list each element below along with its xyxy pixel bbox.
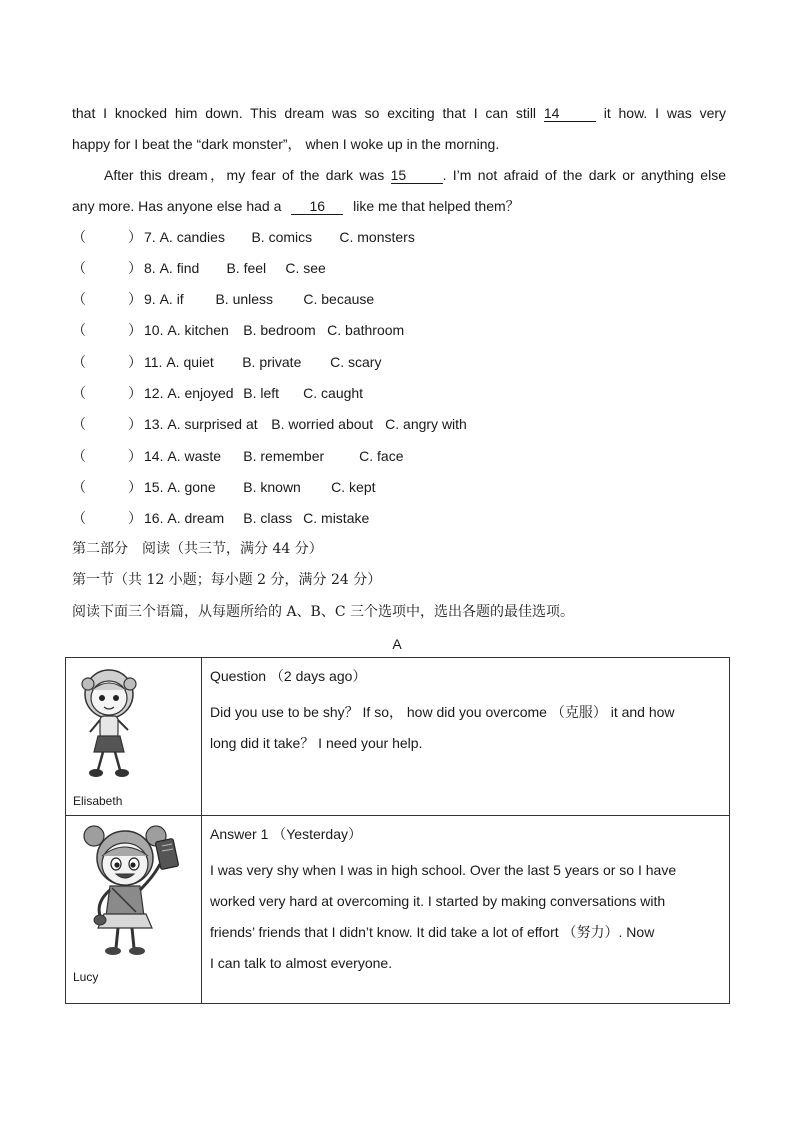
- passage-line-1: that I knocked him down. This dream was so exciting that I can still 14 it how. I was very: [72, 105, 727, 121]
- post-text-line: Did you use to be shy？ If so， how did you overcome （克服） it and how: [210, 704, 675, 720]
- question-8: （ ） 8. A. find B. feel C. see: [72, 260, 326, 276]
- poster-name: Lucy: [73, 970, 99, 984]
- answer-paren-open[interactable]: （: [72, 322, 86, 338]
- option-a[interactable]: A. if: [159, 291, 184, 307]
- answer-paren-open[interactable]: （: [72, 291, 86, 307]
- avatar-cell: [66, 658, 202, 816]
- passage-line-2: happy for I beat the “dark monster”， when I woke up in the morning.: [72, 136, 500, 152]
- option-b[interactable]: B. unless: [215, 291, 274, 307]
- forum-table: [65, 657, 730, 1004]
- option-c[interactable]: C. mistake: [303, 510, 370, 526]
- option-c[interactable]: C. see: [285, 260, 326, 276]
- option-b[interactable]: B. class: [243, 510, 293, 526]
- blank-14[interactable]: 14: [544, 105, 596, 122]
- post-text-line: friends’ friends that I didn’t know. It did take a lot of effort （努力）. Now: [210, 924, 655, 940]
- option-a[interactable]: A. dream: [167, 510, 225, 526]
- option-a[interactable]: A. quiet: [166, 354, 214, 370]
- option-c[interactable]: C. angry with: [385, 416, 467, 432]
- elisabeth-avatar-icon: [76, 666, 142, 784]
- post-text-line: I can talk to almost everyone.: [210, 955, 393, 971]
- option-b[interactable]: B. worried about: [271, 416, 374, 432]
- forum-post-answer: [66, 816, 730, 1004]
- question-12: （ ） 12. A. enjoyed B. left C. caught: [72, 385, 364, 401]
- option-c[interactable]: C. kept: [331, 479, 376, 495]
- question-10: （ ） 10. A. kitchen B. bedroom C. bathroom: [72, 322, 405, 338]
- question-7: （ ） 7. A. candies B. comics C. monsters: [72, 229, 415, 245]
- option-a[interactable]: A. gone: [167, 479, 216, 495]
- option-c[interactable]: C. because: [303, 291, 375, 307]
- avatar-cell: [66, 816, 202, 1004]
- post-content: [202, 816, 730, 1004]
- passage-line-3: After this dream，my fear of the dark was 15 . I’m not afraid of the dark or anything else: [104, 167, 726, 183]
- option-a[interactable]: A. kitchen: [167, 322, 229, 338]
- question-9: （ ） 9. A. if B. unless C. because: [72, 291, 375, 307]
- answer-paren-open[interactable]: （: [72, 260, 86, 276]
- answer-paren-open[interactable]: （: [72, 416, 86, 432]
- forum-post-question: [66, 658, 730, 816]
- post-text-line: I was very shy when I was in high school. Over the last 5 years or so I have: [210, 862, 677, 878]
- option-b[interactable]: B. bedroom: [243, 322, 316, 338]
- part2-heading: 第二部分 阅读（共三节，满分 44 分）: [72, 541, 323, 557]
- post-header: Answer 1 （Yesterday）: [210, 826, 362, 842]
- option-c[interactable]: C. monsters: [339, 229, 415, 245]
- option-c[interactable]: C. scary: [330, 354, 382, 370]
- option-c[interactable]: C. caught: [303, 385, 364, 401]
- question-16: （ ） 16. A. dream B. class C. mistake: [72, 510, 370, 526]
- answer-paren-open[interactable]: （: [72, 354, 86, 370]
- answer-paren-open[interactable]: （: [72, 448, 86, 464]
- question-15: （ ） 15. A. gone B. known C. kept: [72, 479, 376, 495]
- blank-16[interactable]: 16: [291, 198, 343, 215]
- passage-line-4: any more. Has anyone else had a 16 like me that helped them？: [72, 198, 520, 214]
- option-a[interactable]: A. find: [159, 260, 200, 276]
- post-header: Question （2 days ago）: [210, 668, 367, 684]
- post-text-line: worked very hard at overcoming it. I started by making conversations with: [210, 893, 666, 909]
- option-a[interactable]: A. surprised at: [167, 416, 258, 432]
- section1-heading: 第一节（共 12 小题；每小题 2 分，满分 24 分）: [72, 572, 382, 588]
- blank-15[interactable]: 15: [391, 167, 443, 184]
- question-14: （ ） 14. A. waste B. remember C. face: [72, 448, 404, 464]
- passage-label: A: [392, 636, 402, 652]
- answer-paren-open[interactable]: （: [72, 510, 86, 526]
- option-b[interactable]: B. private: [242, 354, 302, 370]
- option-b[interactable]: B. comics: [251, 229, 313, 245]
- option-c[interactable]: C. bathroom: [327, 322, 405, 338]
- option-a[interactable]: A. candies: [159, 229, 225, 245]
- option-b[interactable]: B. feel: [226, 260, 267, 276]
- option-b[interactable]: B. remember: [243, 448, 325, 464]
- reading-instruction: 阅读下面三个语篇，从每题所给的 A、B、C 三个选项中，选出各题的最佳选项。: [72, 604, 575, 620]
- option-a[interactable]: A. enjoyed: [167, 385, 234, 401]
- post-text-line: long did it take？ I need your help.: [210, 735, 423, 751]
- option-b[interactable]: B. known: [243, 479, 301, 495]
- option-b[interactable]: B. left: [243, 385, 280, 401]
- answer-paren-open[interactable]: （: [72, 479, 86, 495]
- poster-name: Elisabeth: [73, 794, 123, 808]
- post-content: [202, 658, 730, 816]
- option-c[interactable]: C. face: [359, 448, 404, 464]
- option-a[interactable]: A. waste: [167, 448, 222, 464]
- answer-paren-open[interactable]: （: [72, 385, 86, 401]
- lucy-avatar-icon: [78, 820, 186, 960]
- question-11: （ ） 11. A. quiet B. private C. scary: [72, 354, 382, 370]
- question-13: （ ） 13. A. surprised at B. worried about C. angry with: [72, 416, 467, 432]
- answer-paren-open[interactable]: （: [72, 229, 86, 245]
